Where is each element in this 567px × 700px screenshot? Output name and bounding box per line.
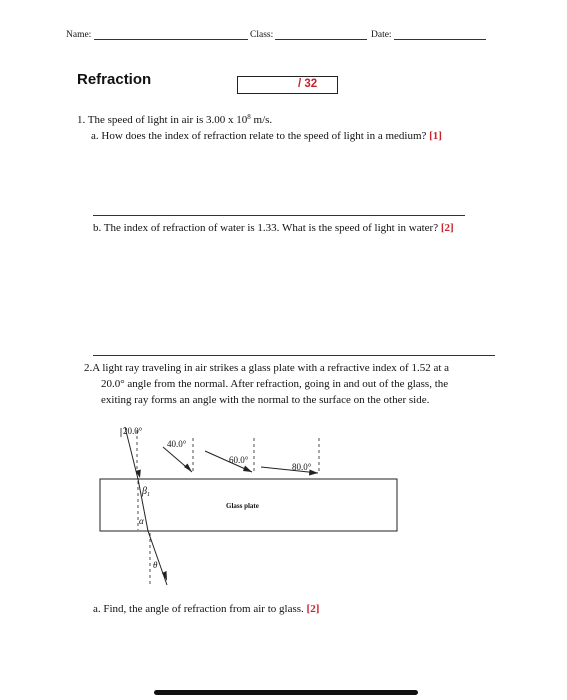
- beta-label: $\beta_1$: [142, 486, 150, 498]
- angle-60-label: 60.0°: [229, 455, 249, 465]
- q1a-text: a. How does the index of refraction relate to the speed of light in a medium?: [91, 130, 430, 142]
- q1b-points: [2]: [440, 222, 454, 234]
- class-label: Class:: [250, 30, 274, 40]
- angle-20-label: 20.0°: [123, 426, 143, 436]
- q2a-text: a. Find, the angle of refraction from air to glass.: [93, 603, 307, 615]
- exiting-ray: [148, 531, 167, 585]
- question-2-line-1: 2.A light ray traveling in air strikes a glass plate with a refractive index of 1.52 at a: [84, 362, 450, 374]
- angle-80-label: 80.0°: [292, 462, 312, 472]
- question-2a: [93, 603, 319, 615]
- page-title: Refraction: [77, 71, 152, 88]
- question-2-line-3: exiting ray forms an angle with the normal to the surface on the other side.: [101, 394, 430, 406]
- q1a-points: [1]: [429, 130, 442, 142]
- q2a-points: [2]: [306, 603, 320, 615]
- score-text: / 32: [298, 78, 318, 90]
- q1b-text: b. The index of refraction of water is 1.33. What is the speed of light in water?: [93, 222, 441, 234]
- q1-suffix: m/s.: [250, 114, 273, 126]
- q1-exponent: 8: [247, 113, 251, 121]
- glass-plate-label: Glass plate: [226, 502, 259, 510]
- name-label: Name:: [66, 30, 92, 40]
- date-label: Date:: [371, 30, 392, 40]
- theta-label: θ: [153, 560, 158, 570]
- home-indicator-bar[interactable]: [154, 690, 418, 695]
- q1-prefix: 1. The speed of light in air is 3.00 x 10: [77, 114, 248, 126]
- alpha-label: α: [139, 516, 144, 526]
- question-2-line-2: 20.0° angle from the normal. After refraction, going in and out of the glass, the: [101, 378, 449, 390]
- angle-40-label: 40.0°: [167, 439, 187, 449]
